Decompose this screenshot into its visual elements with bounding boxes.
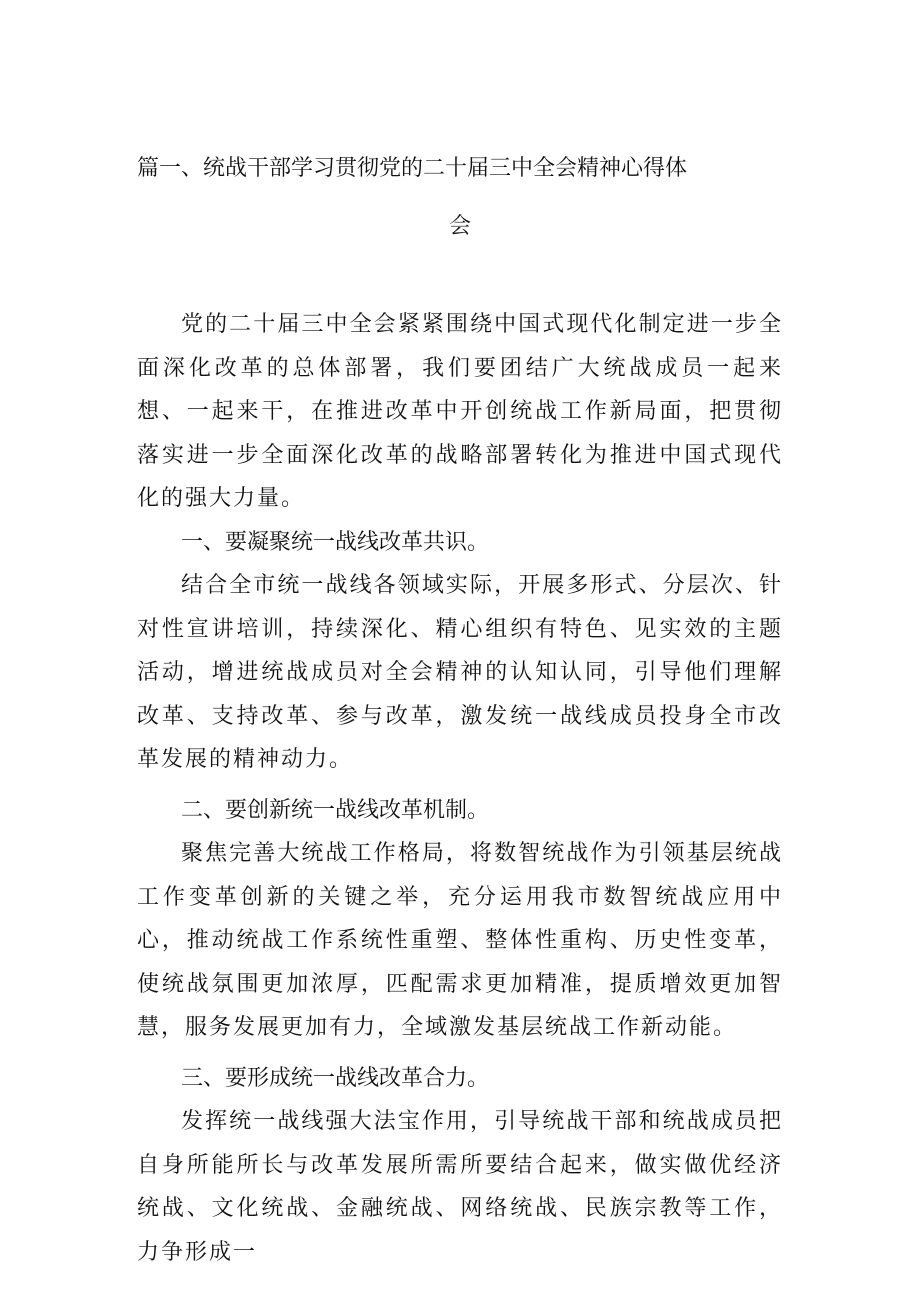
title-line-1: 篇一、统战干部学习贯彻党的二十届三中全会精神心得体 [137, 156, 688, 181]
section-paragraph-1: 结合全市统一战线各领域实际，开展多形式、分层次、针对性宣讲培训，持续深化、精心组织有特色、见实效的主题活动，增进统战成员对全会精神的认知认同，引导他们理解改革、支持改革、参与改革，激发统一战线成员投身全市改革发展的精神动力。 [137, 573, 783, 772]
section-paragraph-3: 发挥统一战线强大法宝作用，引导统战干部和统战成员把自身所能所长与改革发展所需所要结合起来，做实做优经济统战、文化统战、金融统战、网络统战、民族宗教等工作，力争形成一 [137, 1109, 783, 1265]
section-heading-3: 三、要形成统一战线改革合力。 [181, 1065, 490, 1091]
document-title [137, 147, 783, 249]
intro-paragraph: 党的二十届三中全会紧紧围绕中国式现代化制定进一步全面深化改革的总体部署，我们要团结广大统战成员一起来想、一起来干，在推进改革中开创统战工作新局面，把贯彻落实进一步全面深化改革的战略部署转化为推进中国式现代化的强大力量。 [137, 312, 783, 511]
document-body [137, 303, 783, 1274]
section-heading-1: 一、要凝聚统一战线改革共识。 [181, 529, 490, 555]
section-paragraph-2: 聚焦完善大统战工作格局，将数智统战作为引领基层统战工作变革创新的关键之举，充分运用我市数智统战应用中心，推动统战工作系统性重塑、整体性重构、历史性变革，使统战氛围更加浓厚，匹配需求更加精准，提质增效更加智慧，服务发展更加有力，全域激发基层统战工作新动能。 [137, 841, 783, 1040]
title-line-2: 会 [448, 214, 471, 239]
section-heading-2: 二、要创新统一战线改革机制。 [181, 797, 490, 823]
